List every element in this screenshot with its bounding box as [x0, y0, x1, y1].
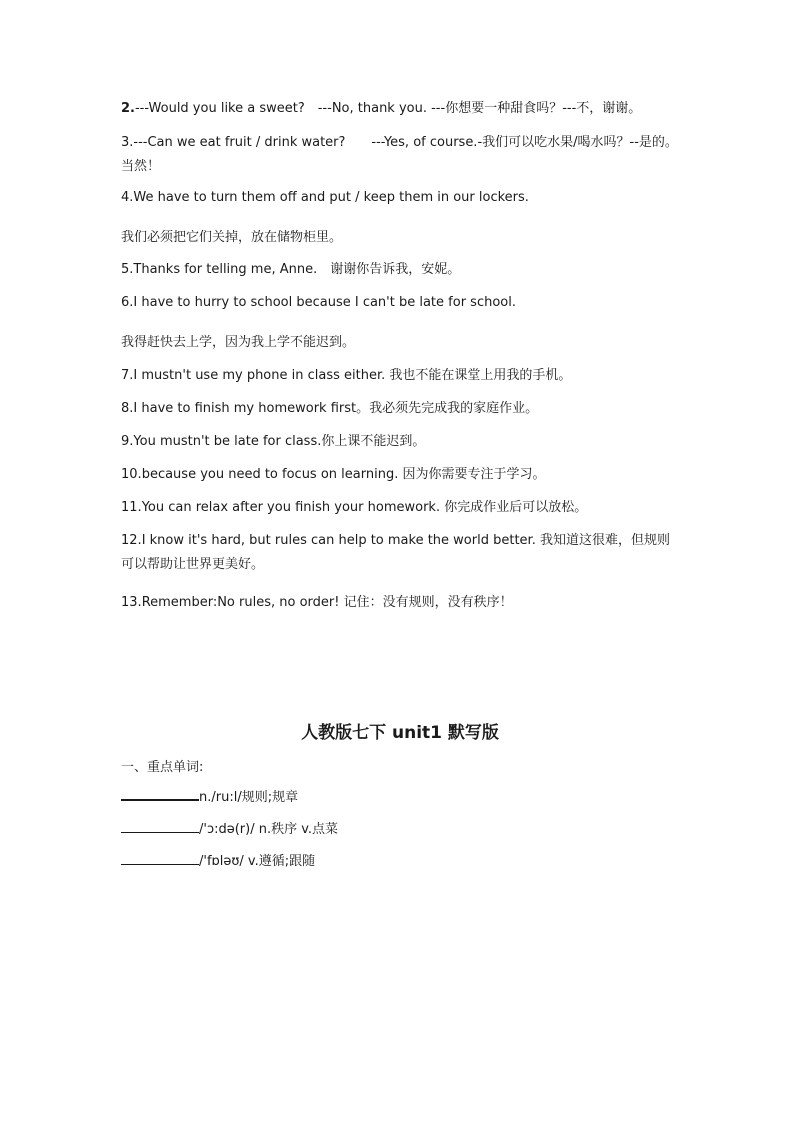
sentence-2	[121, 97, 681, 121]
sentence-10	[121, 463, 681, 487]
sentence-6-translation: 我得赶快去上学，因为我上学不能迟到。	[121, 335, 356, 350]
sentence-8	[121, 397, 681, 421]
sentence-text: I have to finish my homework first。我必须先完成我的家庭作业。	[133, 401, 539, 416]
sentence-4	[121, 186, 681, 210]
sentence-12	[121, 529, 681, 577]
sentence-13	[121, 591, 681, 615]
sentence-number: 6.	[121, 295, 134, 310]
section-heading: 人教版七下 unit1 默写版	[301, 723, 499, 743]
sentence-4-translation: 我们必须把它们关掉，放在储物柜里。	[121, 230, 343, 245]
sentence-number: 7.	[121, 368, 134, 383]
sentence-number: 9.	[121, 434, 134, 449]
sentence-text: We have to turn them off and put / keep them in our lockers.	[133, 190, 529, 205]
sentence-text: Remember:No rules, no order! 记住：没有规则，没有秩序！	[141, 595, 513, 610]
sentence-9	[121, 430, 681, 454]
vocab-item	[121, 818, 338, 840]
sentence-5	[121, 258, 681, 282]
vocab-definition: /'ɔ:də(r)/ n.秩序 v.点菜	[199, 822, 339, 837]
sentence-number: 4.	[121, 190, 134, 205]
sentence-number: 13.	[121, 595, 142, 610]
sentence-text: because you need to focus on learning. 因为你需要专注于学习。	[141, 467, 546, 482]
sentence-text: You can relax after you finish your homework. 你完成作业后可以放松。	[141, 500, 588, 515]
sentence-number: 5.	[121, 262, 134, 277]
sentence-6	[121, 291, 681, 315]
vocab-item	[121, 785, 298, 808]
sentence-text: You mustn't be late for class.你上课不能迟到。	[133, 434, 426, 449]
sentence-number: 10.	[121, 467, 142, 482]
answer-blank[interactable]	[121, 850, 199, 865]
answer-blank[interactable]	[121, 785, 199, 801]
vocab-definition: /'fɒləʊ/ v.遵循;跟随	[199, 854, 316, 869]
sentence-text: Thanks for telling me, Anne. 谢谢你告诉我，安妮。	[133, 262, 461, 277]
sentence-number: 12.	[121, 533, 142, 548]
vocab-definition: n./ru:l/规则;规章	[199, 790, 299, 805]
sentence-text: I have to hurry to school because I can't be late for school.	[133, 295, 516, 310]
sentence-number: 2.	[121, 101, 135, 116]
sentence-text: I mustn't use my phone in class either. 我也不能在课堂上用我的手机。	[133, 368, 572, 383]
sentence-3	[121, 131, 681, 179]
sentence-7	[121, 364, 681, 388]
sentence-number: 11.	[121, 500, 142, 515]
sentence-text: ---Would you like a sweet? ---No, thank you. ---你想要一种甜食吗？---不，谢谢。	[134, 101, 642, 116]
vocab-item	[121, 850, 315, 872]
sentence-11	[121, 496, 681, 520]
answer-blank[interactable]	[121, 818, 199, 833]
vocab-section-label: 一、重点单词:	[121, 760, 204, 775]
sentence-text: ---Can we eat fruit / drink water? ---Yes, of course.-我们可以吃水果/喝水吗？--是的。当然！	[121, 135, 678, 174]
sentence-number: 3.	[121, 135, 134, 150]
sentence-text: I know it's hard, but rules can help to make the world better. 我知道这很难，但规则可以帮助让世界更美好。	[121, 533, 670, 572]
sentence-number: 8.	[121, 401, 134, 416]
